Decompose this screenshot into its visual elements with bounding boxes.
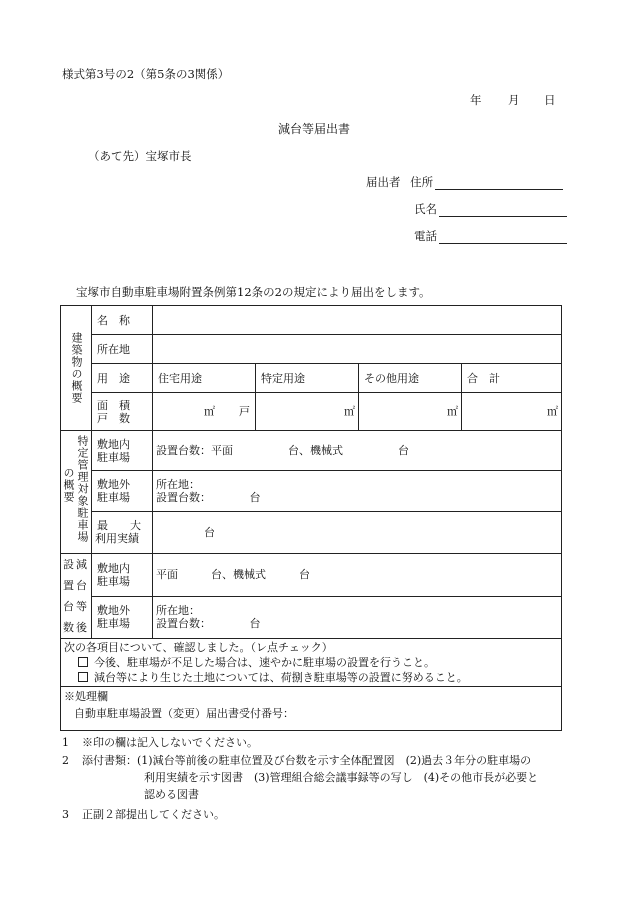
total-area-cell[interactable]: ㎡ [462,393,562,431]
use-residential-label: 住宅用途 [158,371,202,385]
applicant-row [366,174,563,190]
confirmation-section: 次の各項目について、確認しました。（レ点チェック） 今後、駐車場が不足した場合は、速やかに駐車場の設置を行うこと。 減台等により生じた土地については、荷捌き駐車場等の設置に努めること。 [61,639,562,687]
building-name-field[interactable] [153,306,562,335]
managed-parking-label: 特定管理対象駐車場 の概要 [62,435,89,543]
date-year: 年 [470,93,482,107]
onsite-parking-value[interactable]: 設置台数：平面 台、機械式 台 [153,431,562,471]
address-label: 住所 [410,175,434,189]
max-usage-label: 最 大 [97,519,141,533]
location-label: 所在地 [97,342,130,356]
building-location-field[interactable] [153,335,562,364]
name-label: 氏名 [414,202,437,216]
report-form-table: 建築物の概要 名 称 所在地 用 途 住宅用途 特定用途 その他用途 合 計 面 積 戸 数 ㎡ 戸 ㎡ ㎡ ㎡ 特定管理対象駐車場 の概要 敷地内 駐車場 設置台数：平面 台、機械式 台 敷地外 駐車場 所在地： 設置台数： 台 最 大 利用実績 台 設減 置台 台等 数後 敷地内 駐車場 平面 台、機械式 台 敷地外 駐車場 所在地： 設置台数： 台 次の各項目について、確認しました。（レ点チェック） 今後、駐車場が不足した場合は、速やかに駐車場の設置を行うこと。 減台等により生じた土地については、荷捌き駐車場等の設置に努めること。 ※処理欄 自動車駐車場設置（変更）届出書受付番号： [60,305,562,731]
intro-text: 宝塚市自動車駐車場附置条例第12条の2の規定により届出をします。 [76,285,431,299]
note-3: 3 正副２部提出してください。 [62,808,225,821]
units-label: 戸 数 [97,411,130,425]
after-offsite-value[interactable]: 所在地： 設置台数： 台 [153,596,562,639]
date-month: 月 [508,93,520,107]
other-area-cell[interactable]: ㎡ [359,393,462,431]
use-total-label: 合 計 [467,371,500,385]
residential-area-cell[interactable]: ㎡ 戸 [153,393,256,431]
use-other-label: その他用途 [364,371,419,385]
name-label: 名 称 [97,313,130,327]
address-field[interactable] [435,177,563,190]
use-specific-label: 特定用途 [261,371,305,385]
offsite-parking-value[interactable]: 所在地： 設置台数： 台 [153,471,562,511]
after-onsite-value[interactable]: 平面 台、機械式 台 [153,554,562,597]
after-onsite-label: 敷地内 [97,561,130,575]
confirm-2-checkbox[interactable] [78,672,88,682]
name-row [414,201,567,217]
document-title: 減台等届出書 [278,122,351,136]
note-2: 2 添付書類：(1)減台等前後の駐車位置及び台数を示す全体配置図 (2)過去３年分の駐車場の 利用実績を示す図書 (3)管理組合総会議事録等の写し (4)その他市長が必要と 認める図書 [62,754,539,801]
phone-label: 電話 [414,229,437,243]
confirm-1-checkbox[interactable] [78,657,88,667]
phone-field[interactable] [439,231,567,244]
date-day: 日 [544,93,556,107]
processing-section: ※処理欄 自動車駐車場設置（変更）届出書受付番号： [61,687,562,731]
use-label: 用 途 [97,371,130,385]
phone-row [414,228,567,244]
after-offsite-label: 敷地外 [97,604,130,618]
onsite-label: 敷地内 [97,437,130,451]
name-field[interactable] [439,204,567,217]
specific-area-cell[interactable]: ㎡ [256,393,359,431]
addressee: （あて先）宝塚市長 [88,149,192,163]
applicant-label: 届出者 [366,175,401,189]
form-number: 様式第3号の2（第5条の3関係） [62,67,230,81]
note-1: 1 ※印の欄は記入しないでください。 [62,736,258,749]
after-reduction-label: 設減 置台 台等 数後 [63,558,89,634]
offsite-label: 敷地外 [97,477,130,491]
max-usage-value[interactable]: 台 [153,511,562,553]
area-label: 面 積 [97,398,130,412]
building-overview-label: 建築物の概要 [70,332,83,404]
